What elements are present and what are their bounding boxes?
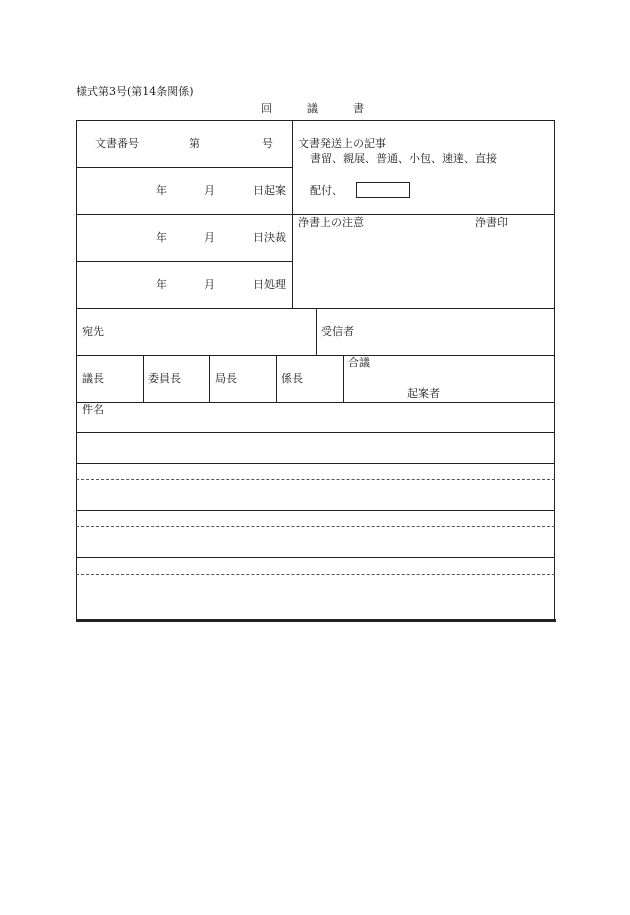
form-bottom-border — [76, 619, 556, 622]
cleancopy-note: 浄書上の注意 — [298, 216, 364, 229]
haifu-input-box[interactable] — [356, 182, 410, 198]
divider — [76, 167, 292, 168]
divider — [316, 308, 317, 355]
drafter-label: 起案者 — [407, 387, 440, 400]
divider — [276, 355, 277, 402]
dashed-divider — [76, 574, 555, 575]
shori-month: 月 — [204, 278, 215, 291]
divider — [209, 355, 210, 402]
kian-day: 日起案 — [253, 184, 286, 197]
form-label: 様式第3号(第14条関係) — [76, 85, 194, 98]
divider — [76, 557, 555, 558]
title-char-3: 書 — [353, 102, 364, 115]
shori-day: 日処理 — [253, 278, 286, 291]
divider — [143, 355, 144, 402]
subject-label: 件名 — [82, 403, 104, 416]
divider — [76, 214, 555, 215]
divider — [76, 261, 292, 262]
kessai-day: 日決裁 — [253, 231, 286, 244]
title-char-2: 議 — [307, 102, 318, 115]
approver-kakaricho: 係長 — [281, 372, 303, 385]
addressee-label: 宛先 — [82, 325, 104, 338]
dashed-divider — [76, 479, 555, 480]
receiver-label: 受信者 — [321, 325, 354, 338]
sending-heading: 文書発送上の記事 — [298, 137, 386, 150]
divider — [76, 355, 555, 356]
title-char-1: 回 — [261, 102, 272, 115]
divider — [76, 402, 555, 403]
doc-number-label: 文書番号 — [95, 137, 139, 150]
sending-options: 書留、親展、普通、小包、速達、直接 — [310, 152, 497, 165]
approver-iincho: 委員長 — [148, 372, 181, 385]
shori-year: 年 — [156, 278, 167, 291]
divider — [343, 355, 344, 402]
divider — [76, 432, 555, 433]
approver-kyokucho: 局長 — [215, 372, 237, 385]
divider — [76, 463, 555, 464]
divider — [76, 510, 555, 511]
kessai-month: 月 — [204, 231, 215, 244]
approver-gicho: 議長 — [82, 372, 104, 385]
doc-number-dai: 第 — [189, 137, 200, 150]
haifu-label: 配付、 — [310, 184, 343, 197]
kian-month: 月 — [204, 184, 215, 197]
kian-year: 年 — [156, 184, 167, 197]
consult-label: 合議 — [348, 356, 370, 369]
cleancopy-seal: 浄書印 — [475, 216, 508, 229]
doc-number-go: 号 — [262, 137, 273, 150]
dashed-divider — [76, 526, 555, 527]
kessai-year: 年 — [156, 231, 167, 244]
